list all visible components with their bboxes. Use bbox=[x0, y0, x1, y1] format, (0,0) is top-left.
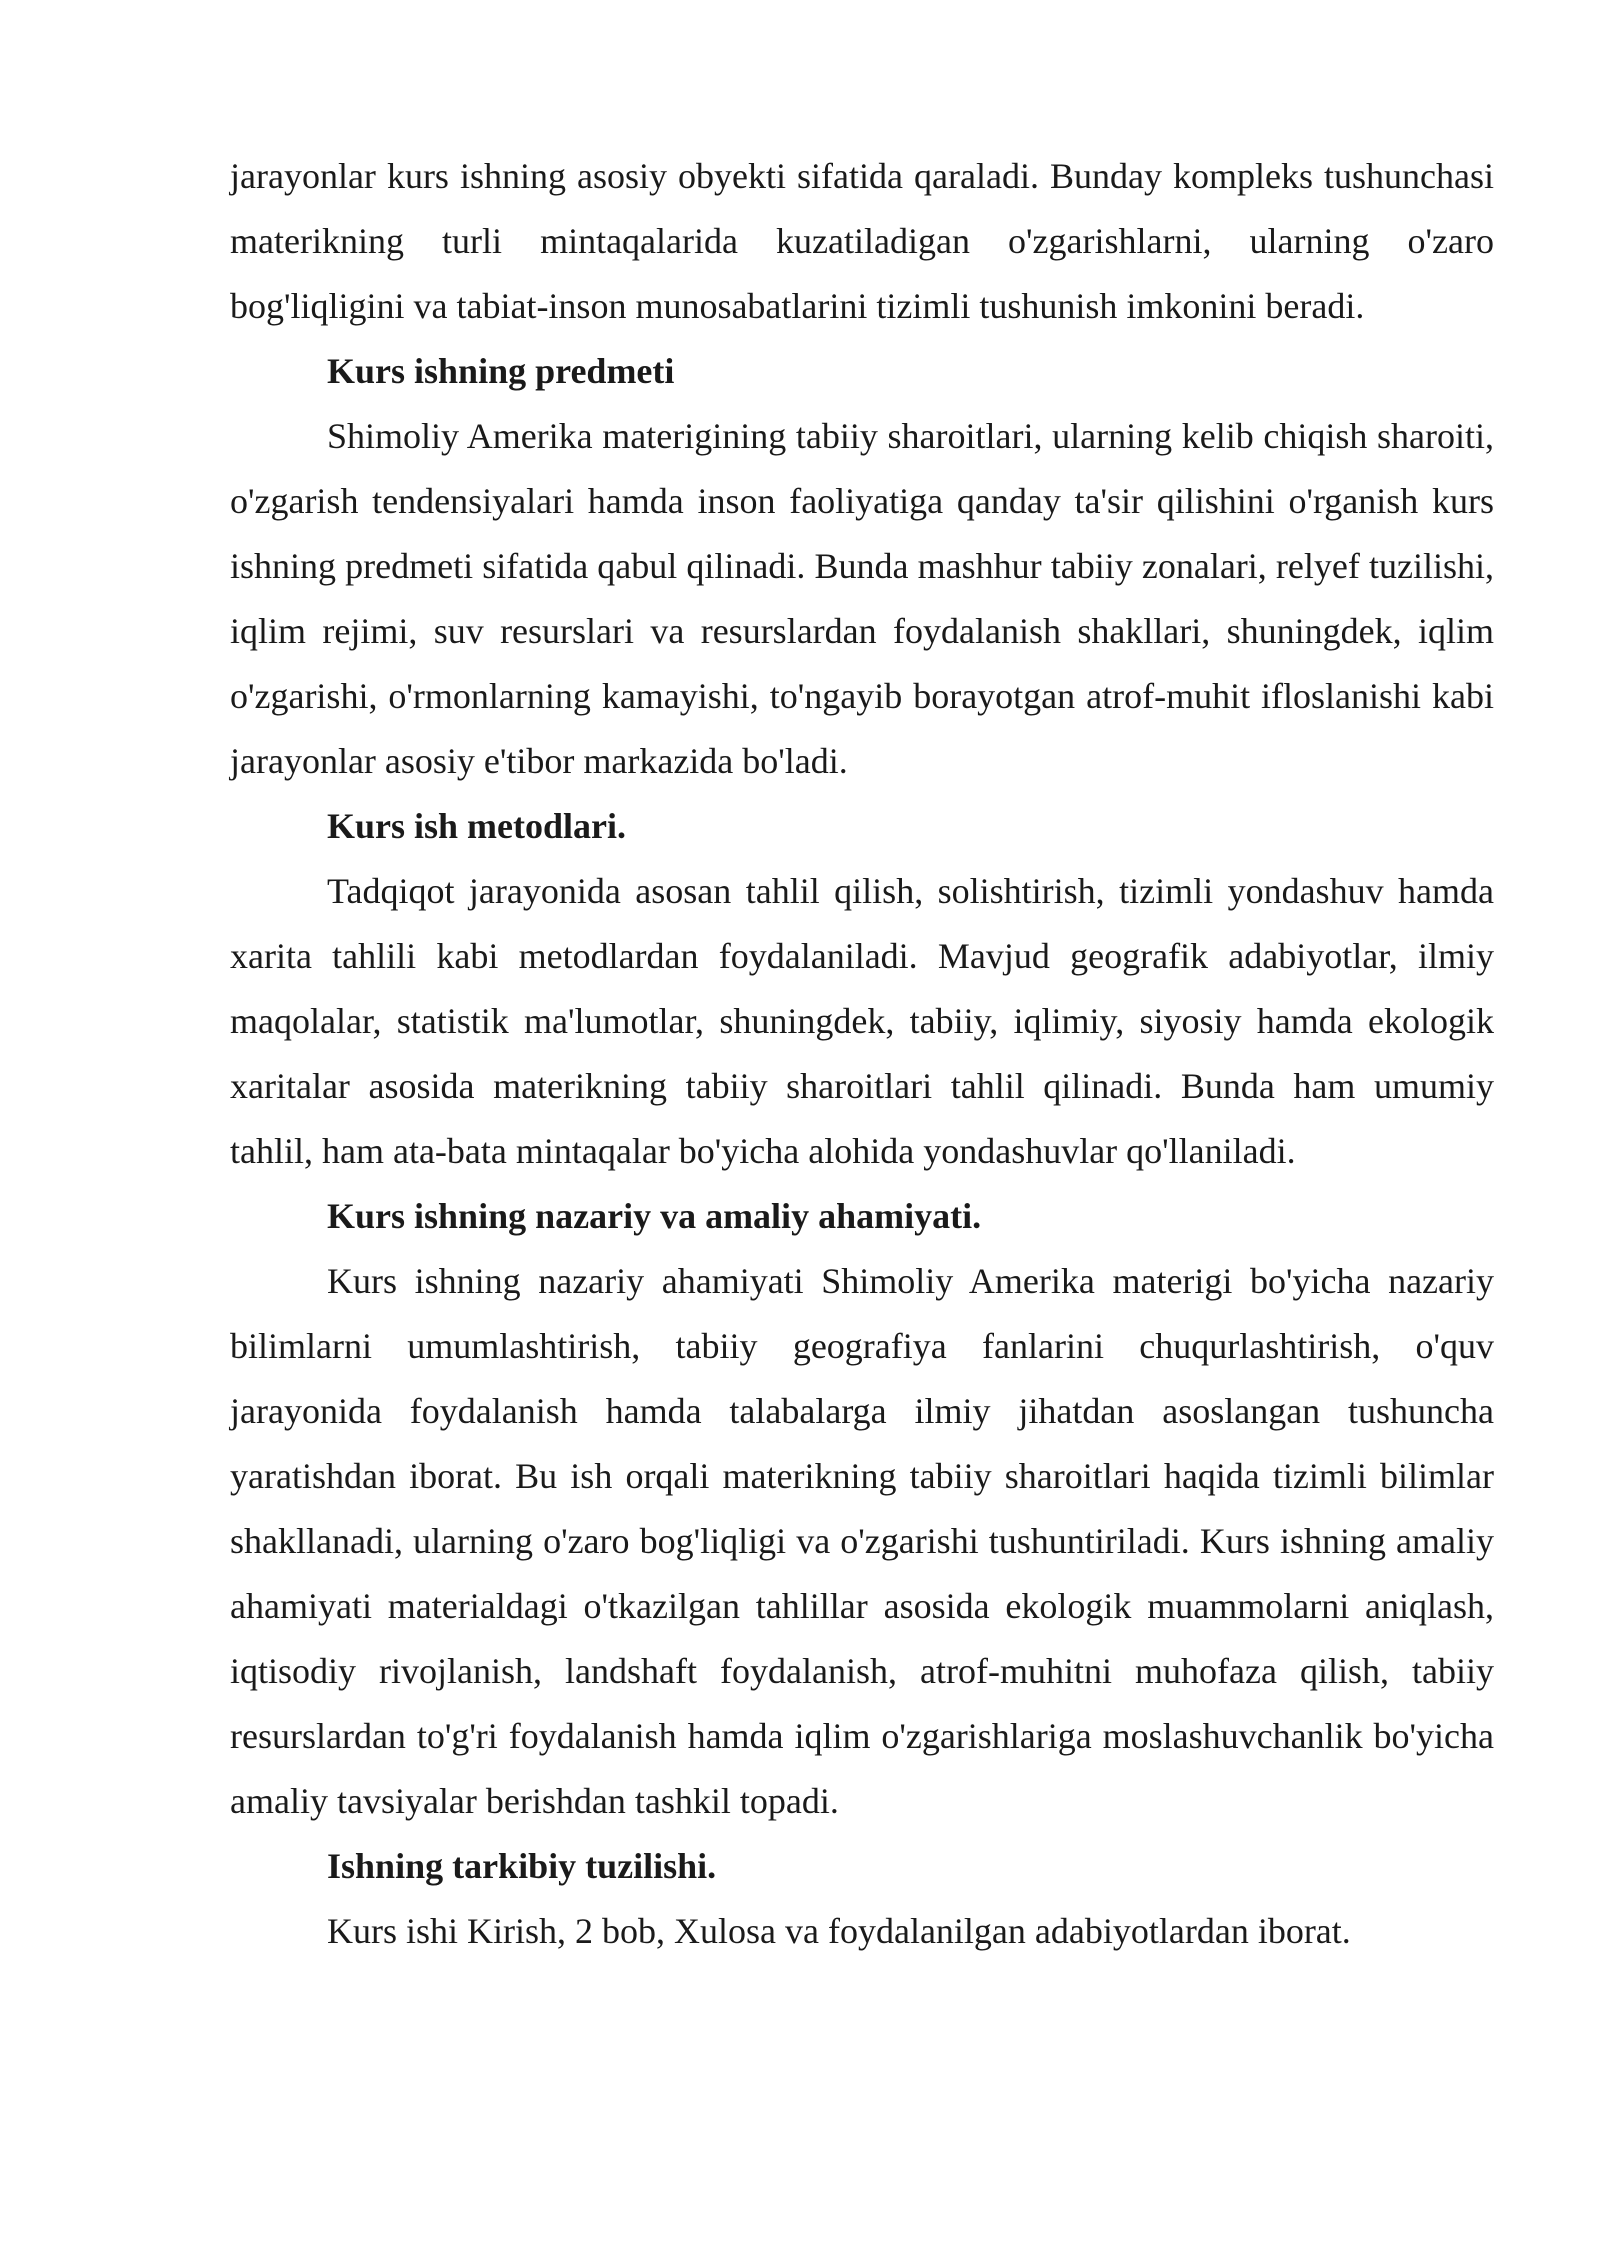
section-paragraph-significance: Kurs ishning nazariy ahamiyati Shimoliy Amerika materigi bo'yicha nazariy bilimlarni umumlashtirish, tabiiy geografiya fanlarini chuqurlashtirish, o'quv jarayonida foydalanish hamda talabalarga ilmiy jihatdan asoslangan tushuncha yaratishdan iborat. Bu ish orqali materikning tabiiy sharoitlari haqida tizimli bilimlar shakllanadi, ularning o'zaro bog'liqligi va o'zgarishi tushuntiriladi. Kurs ishning amaliy ahamiyati materialdagi o'tkazilgan tahlillar asosida ekologik muammolarni aniqlash, iqtisodiy rivojlanish, landshaft foydalanish, atrof-muhitni muhofaza qilish, tabiiy resurslardan to'g'ri foydalanish hamda iqlim o'zgarishlariga moslashuvchanlik bo'yicha amaliy tavsiyalar berishdan tashkil topadi. bbox=[230, 1261, 1494, 1821]
section-heading-subject: Kurs ishning predmeti bbox=[327, 351, 675, 391]
section-heading-methods: Kurs ish metodlari. bbox=[327, 806, 627, 846]
section-heading-significance: Kurs ishning nazariy va amaliy ahamiyati. bbox=[327, 1196, 982, 1236]
document-body bbox=[230, 144, 1494, 1964]
intro-paragraph: jarayonlar kurs ishning asosiy obyekti sifatida qaraladi. Bunday kompleks tushunchasi materikning turli mintaqalarida kuzatiladigan o'zgarishlarni, ularning o'zaro bog'liqligini va tabiat-inson munosabatlarini tizimli tushunish imkonini beradi. bbox=[230, 156, 1494, 326]
section-heading-structure: Ishning tarkibiy tuzilishi. bbox=[327, 1846, 717, 1886]
section-paragraph-subject: Shimoliy Amerika materigining tabiiy sharoitlari, ularning kelib chiqish sharoiti, o'zgarish tendensiyalari hamda inson faoliyatiga qanday ta'sir qilishini o'rganish kurs ishning predmeti sifatida qabul qilinadi. Bunda mashhur tabiiy zonalari, relyef tuzilishi, iqlim rejimi, suv resurslari va resurslardan foydalanish shakllari, shuningdek, iqlim o'zgarishi, o'rmonlarning kamayishi, to'ngayib borayotgan atrof-muhit ifloslanishi kabi jarayonlar asosiy e'tibor markazida bo'ladi. bbox=[230, 416, 1494, 781]
section-paragraph-methods: Tadqiqot jarayonida asosan tahlil qilish, solishtirish, tizimli yondashuv hamda xarita tahlili kabi metodlardan foydalaniladi. Mavjud geografik adabiyotlar, ilmiy maqolalar, statistik ma'lumotlar, shuningdek, tabiiy, iqlimiy, siyosiy hamda ekologik xaritalar asosida materikning tabiiy sharoitlari tahlil qilinadi. Bunda ham umumiy tahlil, ham ata-bata mintaqalar bo'yicha alohida yondashuvlar qo'llaniladi. bbox=[230, 871, 1494, 1171]
section-paragraph-structure: Kurs ishi Kirish, 2 bob, Xulosa va foydalanilgan adabiyotlardan iborat. bbox=[327, 1911, 1351, 1951]
